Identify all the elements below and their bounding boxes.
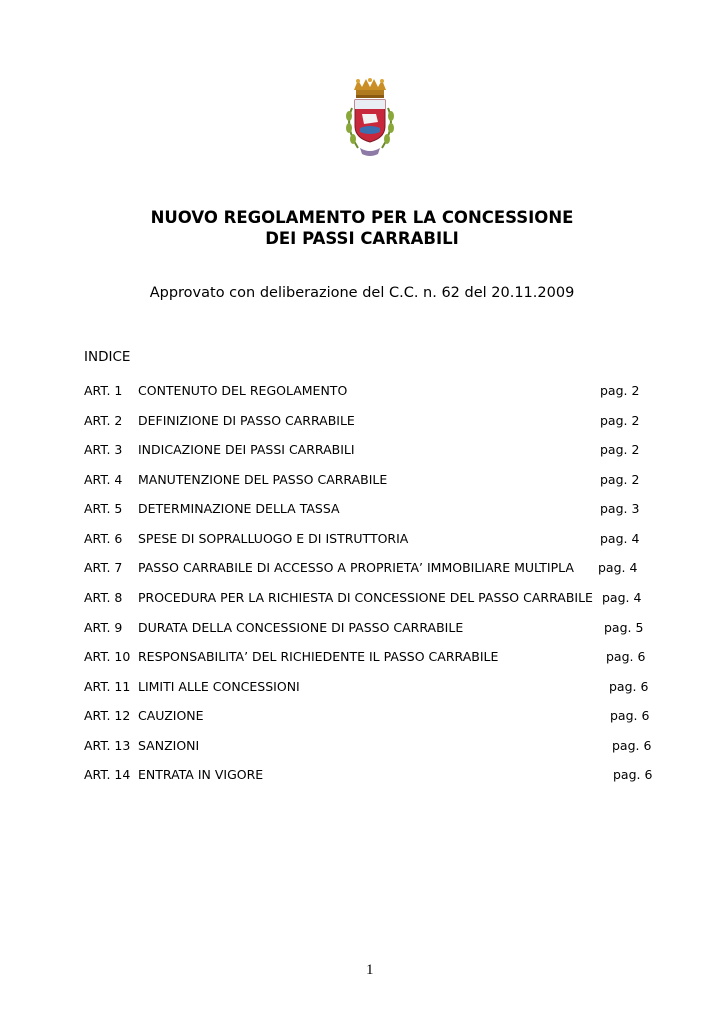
- toc-page-ref: pag. 6: [613, 767, 653, 782]
- toc-article-number: ART. 3: [84, 442, 123, 457]
- toc-article-title: CONTENUTO DEL REGOLAMENTO: [138, 383, 348, 398]
- toc-article-number: ART. 2: [84, 413, 123, 428]
- toc-article-title: INDICAZIONE DEI PASSI CARRABILI: [138, 442, 355, 457]
- approval-subtitle: Approvato con deliberazione del C.C. n. 62 del 20.11.2009: [149, 285, 575, 301]
- toc-article-number: ART. 14: [84, 767, 131, 782]
- toc-article-number: ART. 13: [84, 738, 131, 753]
- toc-article-number: ART. 10: [84, 649, 131, 664]
- toc-article-number: ART. 9: [84, 620, 123, 635]
- toc-article-title: MANUTENZIONE DEL PASSO CARRABILE: [138, 472, 388, 487]
- toc-article-number: ART. 12: [84, 708, 131, 723]
- toc-page-ref: pag. 4: [598, 560, 638, 575]
- toc-page-ref: pag. 6: [606, 649, 646, 664]
- toc-article-number: ART. 6: [84, 531, 123, 546]
- document-title-line-1: NUOVO REGOLAMENTO PER LA CONCESSIONE: [150, 208, 574, 227]
- toc-article-number: ART. 4: [84, 472, 123, 487]
- toc-page-ref: pag. 2: [600, 383, 640, 398]
- toc-article-title: CAUZIONE: [138, 708, 204, 723]
- index-heading: INDICE: [84, 349, 131, 365]
- toc-page-ref: pag. 6: [610, 708, 650, 723]
- toc-article-title: DEFINIZIONE DI PASSO CARRABILE: [138, 413, 355, 428]
- page-number: 1: [366, 962, 374, 978]
- toc-page-ref: pag. 2: [600, 472, 640, 487]
- toc-page-ref: pag. 4: [602, 590, 642, 605]
- toc-page-ref: pag. 6: [612, 738, 652, 753]
- toc-page-ref: pag. 2: [600, 442, 640, 457]
- toc-article-title: ENTRATA IN VIGORE: [138, 767, 264, 782]
- document-title-line-2: DEI PASSI CARRABILI: [265, 229, 459, 248]
- toc-article-number: ART. 5: [84, 501, 123, 516]
- toc-page-ref: pag. 6: [609, 679, 649, 694]
- toc-article-title: RESPONSABILITA’ DEL RICHIEDENTE IL PASSO CARRABILE: [138, 649, 499, 664]
- toc-page-ref: pag. 3: [600, 501, 640, 516]
- toc-article-title: SPESE DI SOPRALLUOGO E DI ISTRUTTORIA: [138, 531, 409, 546]
- toc-article-number: ART. 1: [84, 383, 123, 398]
- toc-article-title: PROCEDURA PER LA RICHIESTA DI CONCESSIONE DEL PASSO CARRABILE: [138, 590, 593, 605]
- toc-article-number: ART. 11: [84, 679, 131, 694]
- toc-page-ref: pag. 4: [600, 531, 640, 546]
- toc-page-ref: pag. 5: [604, 620, 644, 635]
- toc-page-ref: pag. 2: [600, 413, 640, 428]
- toc-article-number: ART. 7: [84, 560, 123, 575]
- toc-article-title: DURATA DELLA CONCESSIONE DI PASSO CARRABILE: [138, 620, 464, 635]
- toc-article-title: PASSO CARRABILE DI ACCESSO A PROPRIETA’ IMMOBILIARE MULTIPLA: [138, 560, 574, 575]
- toc-article-number: ART. 8: [84, 590, 123, 605]
- toc-article-title: SANZIONI: [138, 738, 200, 753]
- toc-article-title: LIMITI ALLE CONCESSIONI: [138, 679, 300, 694]
- toc-article-title: DETERMINAZIONE DELLA TASSA: [138, 501, 340, 516]
- coat-of-arms-logo: [340, 78, 400, 160]
